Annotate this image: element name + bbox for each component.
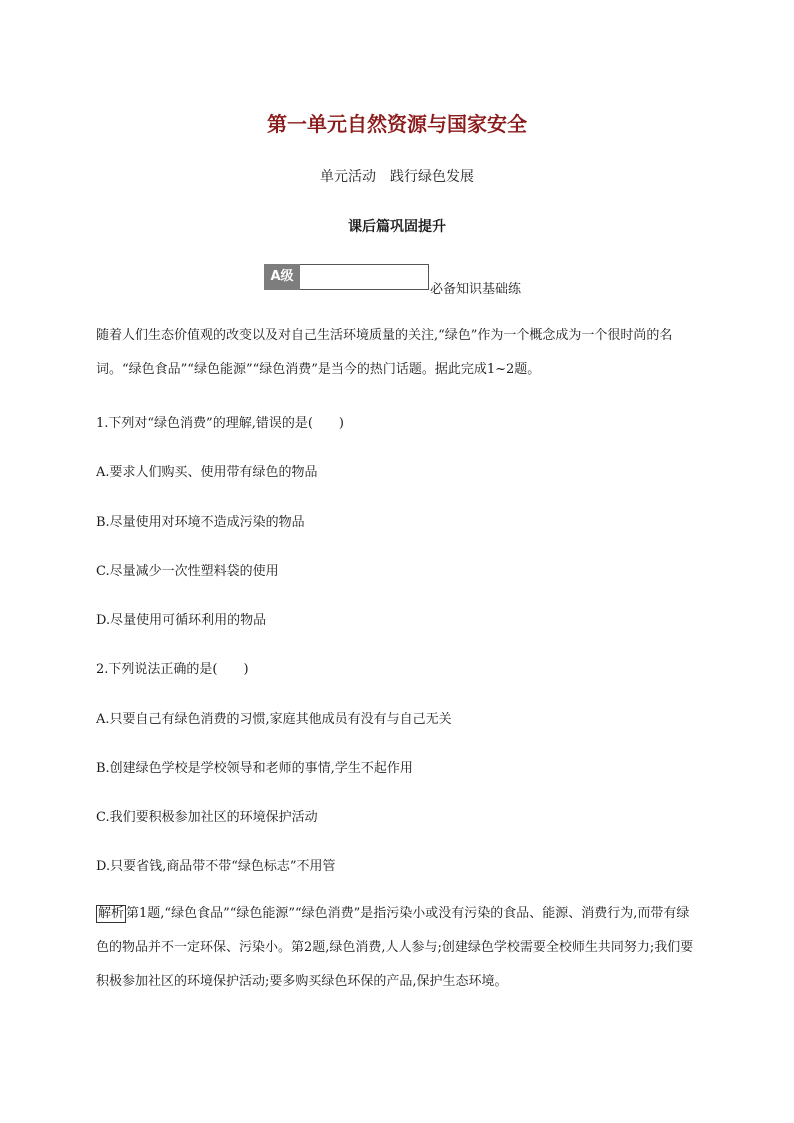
analysis-text: 第1题,“绿色食品”“绿色能源”“绿色消费”是指污染小或没有污染的食品、能源、消费行为,而带有绿色的物品并不一定环保、污染小。第2题,绿色消费,人人参与;创建绿色学校需要全校师生共同努力;我们要积极参加社区的环境保护活动;要多购买绿色环保的产品,保护生态环境。 — [96, 906, 694, 989]
analysis-tag: 解析 — [98, 906, 125, 921]
section-heading: 课后篇巩固提升 — [348, 219, 446, 235]
question-2-option-a: A.只要自己有绿色消费的习惯,家庭其他成员有没有与自己无关 — [96, 712, 452, 727]
question-1-stem: 1.下列对“绿色消费”的理解,错误的是( ) — [96, 416, 344, 431]
question-1-option-a: A.要求人们购买、使用带有绿色的物品 — [96, 465, 318, 480]
analysis-paragraph — [96, 897, 696, 999]
question-2-option-d: D.只要省钱,商品带不带“绿色标志”不用管 — [96, 859, 336, 874]
level-box — [300, 264, 429, 290]
level-label: 必备知识基础练 — [430, 282, 522, 297]
question-1-option-c: C.尽量减少一次性塑料袋的使用 — [96, 564, 279, 579]
question-2-stem: 2.下列说法正确的是( ) — [96, 662, 249, 677]
intro-paragraph: 随着人们生态价值观的改变以及对自己生活环境质量的关注,“绿色”作为一个概念成为一个很时尚的名词。“绿色食品”“绿色能源”“绿色消费”是当今的热门话题。据此完成1~2题。 — [96, 328, 673, 377]
question-2-option-c: C.我们要积极参加社区的环境保护活动 — [96, 810, 318, 825]
question-2-option-b: B.创建绿色学校是学校领导和老师的事情,学生不起作用 — [96, 761, 413, 776]
question-1-option-b: B.尽量使用对环境不造成污染的物品 — [96, 515, 305, 530]
page-title: 第一单元自然资源与国家安全 — [267, 112, 527, 136]
question-1-option-d: D.尽量使用可循环利用的物品 — [96, 613, 267, 628]
unit-activity-subtitle: 单元活动 践行绿色发展 — [320, 169, 474, 185]
level-badge: A级 — [264, 264, 300, 290]
